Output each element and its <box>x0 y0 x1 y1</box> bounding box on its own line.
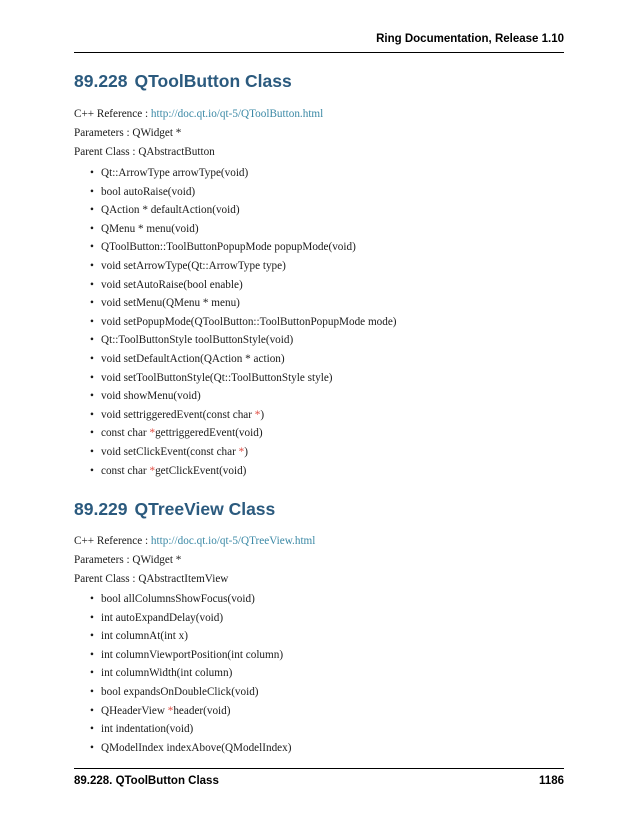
method-signature-part: bool allColumnsShowFocus(void) <box>101 593 255 605</box>
bullet-icon: • <box>90 427 94 440</box>
method-item <box>90 685 291 704</box>
method-item <box>90 666 291 685</box>
method-item <box>90 222 397 241</box>
header-rule <box>74 52 564 53</box>
running-header: Ring Documentation, Release 1.10 <box>376 33 564 45</box>
bullet-icon: • <box>90 611 94 624</box>
parameters: Parameters : QWidget * <box>74 127 182 139</box>
method-signature-part: header(void) <box>173 704 231 717</box>
bullet-icon: • <box>90 334 94 347</box>
bullet-icon: • <box>90 315 94 328</box>
bullet-icon: • <box>90 167 94 179</box>
method-signature-part: int columnViewportPosition(int column) <box>101 648 284 661</box>
pointer-asterisk: * <box>238 445 245 458</box>
method-item <box>90 352 397 371</box>
parent-class: Parent Class : QAbstractButton <box>74 146 215 158</box>
pointer-asterisk: * <box>149 464 156 477</box>
cpp-reference-link[interactable]: http://doc.qt.io/qt-5/QTreeView.html <box>150 535 316 547</box>
method-signature-part: void setClickEvent(const char <box>101 445 239 458</box>
bullet-icon: • <box>90 464 94 477</box>
cpp-reference <box>74 108 323 120</box>
section-heading-qtreeview <box>74 499 275 520</box>
bullet-icon: • <box>90 630 94 643</box>
method-item <box>90 611 291 630</box>
section-number: 89.228 <box>74 71 128 91</box>
method-signature-part: bool expandsOnDoubleClick(void) <box>101 685 259 698</box>
cpp-reference-label: C++ Reference : <box>74 108 151 120</box>
method-signature-part: const char <box>101 427 150 440</box>
footer-rule <box>74 768 564 769</box>
method-item <box>90 629 291 648</box>
pointer-asterisk: * <box>167 704 174 717</box>
method-item <box>90 315 397 334</box>
method-signature-part: QAction * defaultAction(void) <box>101 204 240 217</box>
bullet-icon: • <box>90 371 94 384</box>
bullet-icon: • <box>90 648 94 661</box>
bullet-icon: • <box>90 408 94 421</box>
method-item <box>90 333 397 352</box>
method-signature-part: bool autoRaise(void) <box>101 185 196 198</box>
method-signature-part: getClickEvent(void) <box>155 464 247 477</box>
method-item <box>90 592 291 611</box>
method-item <box>90 185 397 204</box>
method-item <box>90 296 397 315</box>
method-item <box>90 722 291 741</box>
method-signature-part: ) <box>244 445 248 458</box>
cpp-reference-link[interactable]: http://doc.qt.io/qt-5/QToolButton.html <box>150 108 324 120</box>
method-item <box>90 203 397 222</box>
bullet-icon: • <box>90 704 94 717</box>
footer-section-label: 89.228. QToolButton Class <box>74 775 219 787</box>
method-signature-part: void setPopupMode(QToolButton::ToolButtonPopupMode mode) <box>101 315 397 328</box>
section-number: 89.229 <box>74 499 128 519</box>
method-list-qtoolbutton <box>90 166 397 482</box>
method-item <box>90 741 291 760</box>
bullet-icon: • <box>90 241 94 254</box>
method-item <box>90 259 397 278</box>
method-signature-part: int autoExpandDelay(void) <box>101 611 224 624</box>
method-item <box>90 240 397 259</box>
method-signature-part: void setAutoRaise(bool enable) <box>101 278 243 291</box>
method-signature-part: int indentation(void) <box>101 723 194 736</box>
bullet-icon: • <box>90 593 94 605</box>
bullet-icon: • <box>90 352 94 365</box>
bullet-icon: • <box>90 445 94 458</box>
section-title-text: QToolButton Class <box>134 71 292 91</box>
method-item <box>90 426 397 445</box>
bullet-icon: • <box>90 723 94 736</box>
method-signature-part: Qt::ToolButtonStyle toolButtonStyle(void) <box>101 334 294 347</box>
method-signature-part: int columnWidth(int column) <box>101 667 233 680</box>
bullet-icon: • <box>90 297 94 310</box>
method-item <box>90 389 397 408</box>
bullet-icon: • <box>90 685 94 698</box>
method-signature-part: int columnAt(int x) <box>101 630 189 643</box>
bullet-icon: • <box>90 222 94 235</box>
cpp-reference <box>74 535 315 547</box>
method-item <box>90 704 291 723</box>
method-item <box>90 371 397 390</box>
method-item <box>90 445 397 464</box>
method-signature-part: QToolButton::ToolButtonPopupMode popupMode(void) <box>101 241 356 254</box>
method-list-qtreeview <box>90 592 291 759</box>
bullet-icon: • <box>90 185 94 198</box>
method-signature-part: QHeaderView <box>101 704 168 717</box>
method-item <box>90 278 397 297</box>
pointer-asterisk: * <box>149 427 156 440</box>
pointer-asterisk: * <box>254 408 261 421</box>
parameters: Parameters : QWidget * <box>74 554 182 566</box>
method-item <box>90 648 291 667</box>
method-signature-part: gettriggeredEvent(void) <box>155 427 263 440</box>
bullet-icon: • <box>90 259 94 272</box>
section-title-text: QTreeView Class <box>134 499 276 519</box>
method-signature-part: ) <box>260 408 265 421</box>
method-signature-part: QModelIndex indexAbove(QModelIndex) <box>101 741 292 754</box>
method-signature-part: void setDefaultAction(QAction * action) <box>101 352 285 365</box>
cpp-reference-label: C++ Reference : <box>74 535 151 547</box>
method-signature-part: const char <box>101 464 150 477</box>
page-number: 1186 <box>539 775 564 787</box>
method-item <box>90 408 397 427</box>
method-signature-part: QMenu * menu(void) <box>101 222 199 235</box>
bullet-icon: • <box>90 667 94 680</box>
parent-class: Parent Class : QAbstractItemView <box>74 573 229 585</box>
section-heading-qtoolbutton <box>74 71 292 92</box>
bullet-icon: • <box>90 278 94 291</box>
method-item <box>90 166 397 185</box>
method-signature-part: void setArrowType(Qt::ArrowType type) <box>101 259 286 272</box>
bullet-icon: • <box>90 204 94 217</box>
method-item <box>90 464 397 483</box>
bullet-icon: • <box>90 390 94 403</box>
method-signature-part: void setToolButtonStyle(Qt::ToolButtonStyle style) <box>101 371 333 384</box>
method-signature-part: void settriggeredEvent(const char <box>101 408 255 421</box>
method-signature-part: void setMenu(QMenu * menu) <box>101 297 240 310</box>
bullet-icon: • <box>90 741 94 754</box>
method-signature-part: void showMenu(void) <box>101 390 201 403</box>
method-signature-part: Qt::ArrowType arrowType(void) <box>101 167 249 179</box>
